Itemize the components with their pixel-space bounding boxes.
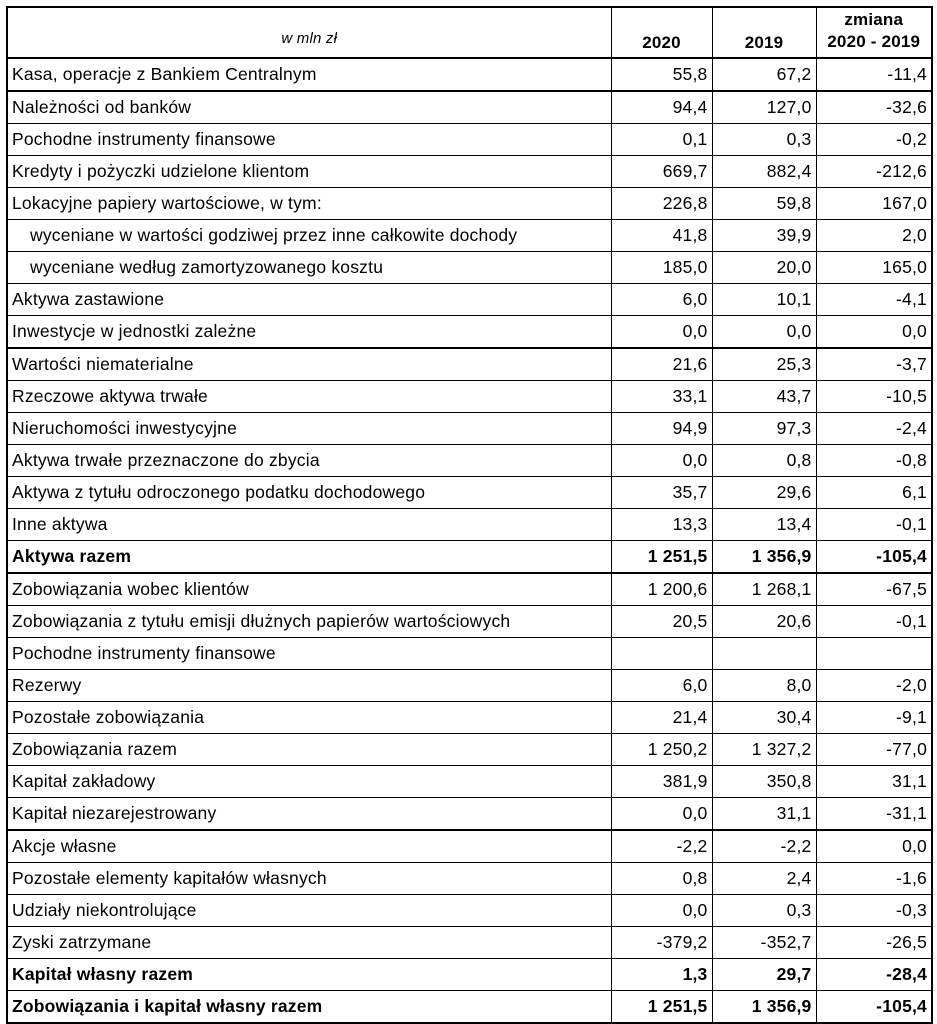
table-row — [7, 895, 932, 927]
value-change: -0,1 — [816, 606, 932, 638]
row-label: Inwestycje w jednostki zależne — [7, 316, 611, 349]
value-2020: 0,8 — [611, 863, 712, 895]
value-change: 6,1 — [816, 477, 932, 509]
row-label: Pozostałe zobowiązania — [7, 702, 611, 734]
value-2019: 31,1 — [712, 798, 816, 831]
value-2020: 185,0 — [611, 252, 712, 284]
value-2019: 350,8 — [712, 766, 816, 798]
row-label: wyceniane w wartości godziwej przez inne całkowite dochody — [7, 220, 611, 252]
value-2019: 43,7 — [712, 381, 816, 413]
value-2020: 20,5 — [611, 606, 712, 638]
value-change: -0,3 — [816, 895, 932, 927]
table-row — [7, 188, 932, 220]
value-2020: 41,8 — [611, 220, 712, 252]
value-2020: 1 251,5 — [611, 541, 712, 574]
value-change: 2,0 — [816, 220, 932, 252]
value-change: -105,4 — [816, 991, 932, 1024]
value-change: -2,0 — [816, 670, 932, 702]
value-change: -212,6 — [816, 156, 932, 188]
value-change: -0,2 — [816, 124, 932, 156]
value-2019: 0,8 — [712, 445, 816, 477]
value-2019 — [712, 638, 816, 670]
value-2019: 0,3 — [712, 895, 816, 927]
row-label: Kasa, operacje z Bankiem Centralnym — [7, 58, 611, 91]
row-label: Zobowiązania razem — [7, 734, 611, 766]
row-label: Rezerwy — [7, 670, 611, 702]
value-change: -9,1 — [816, 702, 932, 734]
table-row — [7, 284, 932, 316]
value-2020: -379,2 — [611, 927, 712, 959]
row-label: Pochodne instrumenty finansowe — [7, 638, 611, 670]
value-2019: 97,3 — [712, 413, 816, 445]
table-row — [7, 58, 932, 91]
value-change: 165,0 — [816, 252, 932, 284]
row-label: Aktywa razem — [7, 541, 611, 574]
row-label: Inne aktywa — [7, 509, 611, 541]
value-2020: 94,4 — [611, 91, 712, 124]
value-change: -2,4 — [816, 413, 932, 445]
table-row — [7, 638, 932, 670]
table-row — [7, 316, 932, 349]
row-label: wyceniane według zamortyzowanego kosztu — [7, 252, 611, 284]
value-2019: 20,0 — [712, 252, 816, 284]
row-label: Aktywa zastawione — [7, 284, 611, 316]
value-2019: 2,4 — [712, 863, 816, 895]
value-2019: 1 327,2 — [712, 734, 816, 766]
table-row — [7, 702, 932, 734]
value-2019: 59,8 — [712, 188, 816, 220]
value-2020: -2,2 — [611, 830, 712, 863]
row-label: Aktywa z tytułu odroczonego podatku dochodowego — [7, 477, 611, 509]
value-2020: 21,6 — [611, 348, 712, 381]
value-2020: 1,3 — [611, 959, 712, 991]
value-2020: 1 200,6 — [611, 573, 712, 606]
row-label: Pochodne instrumenty finansowe — [7, 124, 611, 156]
value-2020: 6,0 — [611, 284, 712, 316]
value-change: 31,1 — [816, 766, 932, 798]
value-2019: 1 356,9 — [712, 541, 816, 574]
table-row — [7, 348, 932, 381]
table-row — [7, 156, 932, 188]
table-row — [7, 670, 932, 702]
value-2020: 0,0 — [611, 798, 712, 831]
table-row — [7, 798, 932, 831]
table-row — [7, 381, 932, 413]
value-2019: 29,6 — [712, 477, 816, 509]
table-row — [7, 477, 932, 509]
header-row — [7, 7, 932, 58]
value-2019: -2,2 — [712, 830, 816, 863]
value-change — [816, 638, 932, 670]
value-2020: 94,9 — [611, 413, 712, 445]
row-label: Kredyty i pożyczki udzielone klientom — [7, 156, 611, 188]
value-2020: 226,8 — [611, 188, 712, 220]
value-2019: 30,4 — [712, 702, 816, 734]
value-2019: -352,7 — [712, 927, 816, 959]
value-change: -77,0 — [816, 734, 932, 766]
row-label: Kapitał niezarejestrowany — [7, 798, 611, 831]
value-2019: 39,9 — [712, 220, 816, 252]
value-2019: 10,1 — [712, 284, 816, 316]
balance-sheet — [6, 6, 933, 1024]
value-2020: 0,1 — [611, 124, 712, 156]
table-row — [7, 573, 932, 606]
value-2019: 0,0 — [712, 316, 816, 349]
row-label: Zobowiązania wobec klientów — [7, 573, 611, 606]
value-2020: 381,9 — [611, 766, 712, 798]
grand-total-row — [7, 991, 932, 1024]
column-header-2020: 2020 — [611, 7, 712, 58]
value-2020: 669,7 — [611, 156, 712, 188]
table-row-indented — [7, 252, 932, 284]
unit-label: w mln zł — [7, 7, 611, 58]
value-change: -67,5 — [816, 573, 932, 606]
value-2019: 1 356,9 — [712, 991, 816, 1024]
total-row — [7, 959, 932, 991]
value-2020: 1 250,2 — [611, 734, 712, 766]
table-row — [7, 413, 932, 445]
value-2019: 127,0 — [712, 91, 816, 124]
value-change: -10,5 — [816, 381, 932, 413]
value-2020: 0,0 — [611, 895, 712, 927]
value-2019: 882,4 — [712, 156, 816, 188]
value-2019: 0,3 — [712, 124, 816, 156]
value-2019: 8,0 — [712, 670, 816, 702]
row-label: Wartości niematerialne — [7, 348, 611, 381]
row-label: Nieruchomości inwestycyjne — [7, 413, 611, 445]
value-change: -11,4 — [816, 58, 932, 91]
value-2020: 33,1 — [611, 381, 712, 413]
value-2020: 35,7 — [611, 477, 712, 509]
value-2019: 20,6 — [712, 606, 816, 638]
value-change: -28,4 — [816, 959, 932, 991]
balance-sheet-table — [6, 6, 933, 1024]
value-change: -4,1 — [816, 284, 932, 316]
value-change: -32,6 — [816, 91, 932, 124]
value-2020: 21,4 — [611, 702, 712, 734]
value-2020: 55,8 — [611, 58, 712, 91]
row-label: Lokacyjne papiery wartościowe, w tym: — [7, 188, 611, 220]
value-2019: 25,3 — [712, 348, 816, 381]
row-label: Aktywa trwałe przeznaczone do zbycia — [7, 445, 611, 477]
row-label: Pozostałe elementy kapitałów własnych — [7, 863, 611, 895]
change-header-line2: 2020 - 2019 — [827, 32, 921, 51]
value-2019: 29,7 — [712, 959, 816, 991]
value-change: -26,5 — [816, 927, 932, 959]
value-change: -31,1 — [816, 798, 932, 831]
value-change: 0,0 — [816, 830, 932, 863]
value-2020: 0,0 — [611, 445, 712, 477]
value-2020: 1 251,5 — [611, 991, 712, 1024]
table-row — [7, 509, 932, 541]
table-row — [7, 606, 932, 638]
row-label: Należności od banków — [7, 91, 611, 124]
value-2020: 6,0 — [611, 670, 712, 702]
table-row — [7, 445, 932, 477]
value-change: 0,0 — [816, 316, 932, 349]
table-row — [7, 124, 932, 156]
value-change: -3,7 — [816, 348, 932, 381]
row-label: Zobowiązania z tytułu emisji dłużnych papierów wartościowych — [7, 606, 611, 638]
value-change: -1,6 — [816, 863, 932, 895]
table-row — [7, 830, 932, 863]
table-row — [7, 766, 932, 798]
row-label: Zyski zatrzymane — [7, 927, 611, 959]
table-row — [7, 91, 932, 124]
row-label: Rzeczowe aktywa trwałe — [7, 381, 611, 413]
column-header-2019: 2019 — [712, 7, 816, 58]
value-2020: 13,3 — [611, 509, 712, 541]
row-label: Kapitał zakładowy — [7, 766, 611, 798]
row-label: Kapitał własny razem — [7, 959, 611, 991]
change-header-line1: zmiana — [844, 10, 904, 29]
value-change: 167,0 — [816, 188, 932, 220]
value-change: -105,4 — [816, 541, 932, 574]
value-2020 — [611, 638, 712, 670]
value-2019: 13,4 — [712, 509, 816, 541]
table-row — [7, 863, 932, 895]
total-row — [7, 541, 932, 574]
table-row-indented — [7, 220, 932, 252]
table-row — [7, 927, 932, 959]
value-change: -0,8 — [816, 445, 932, 477]
table-row — [7, 734, 932, 766]
row-label: Zobowiązania i kapitał własny razem — [7, 991, 611, 1024]
value-change: -0,1 — [816, 509, 932, 541]
row-label: Akcje własne — [7, 830, 611, 863]
column-header-change — [816, 7, 932, 58]
value-2019: 1 268,1 — [712, 573, 816, 606]
value-2019: 67,2 — [712, 58, 816, 91]
row-label: Udziały niekontrolujące — [7, 895, 611, 927]
value-2020: 0,0 — [611, 316, 712, 349]
